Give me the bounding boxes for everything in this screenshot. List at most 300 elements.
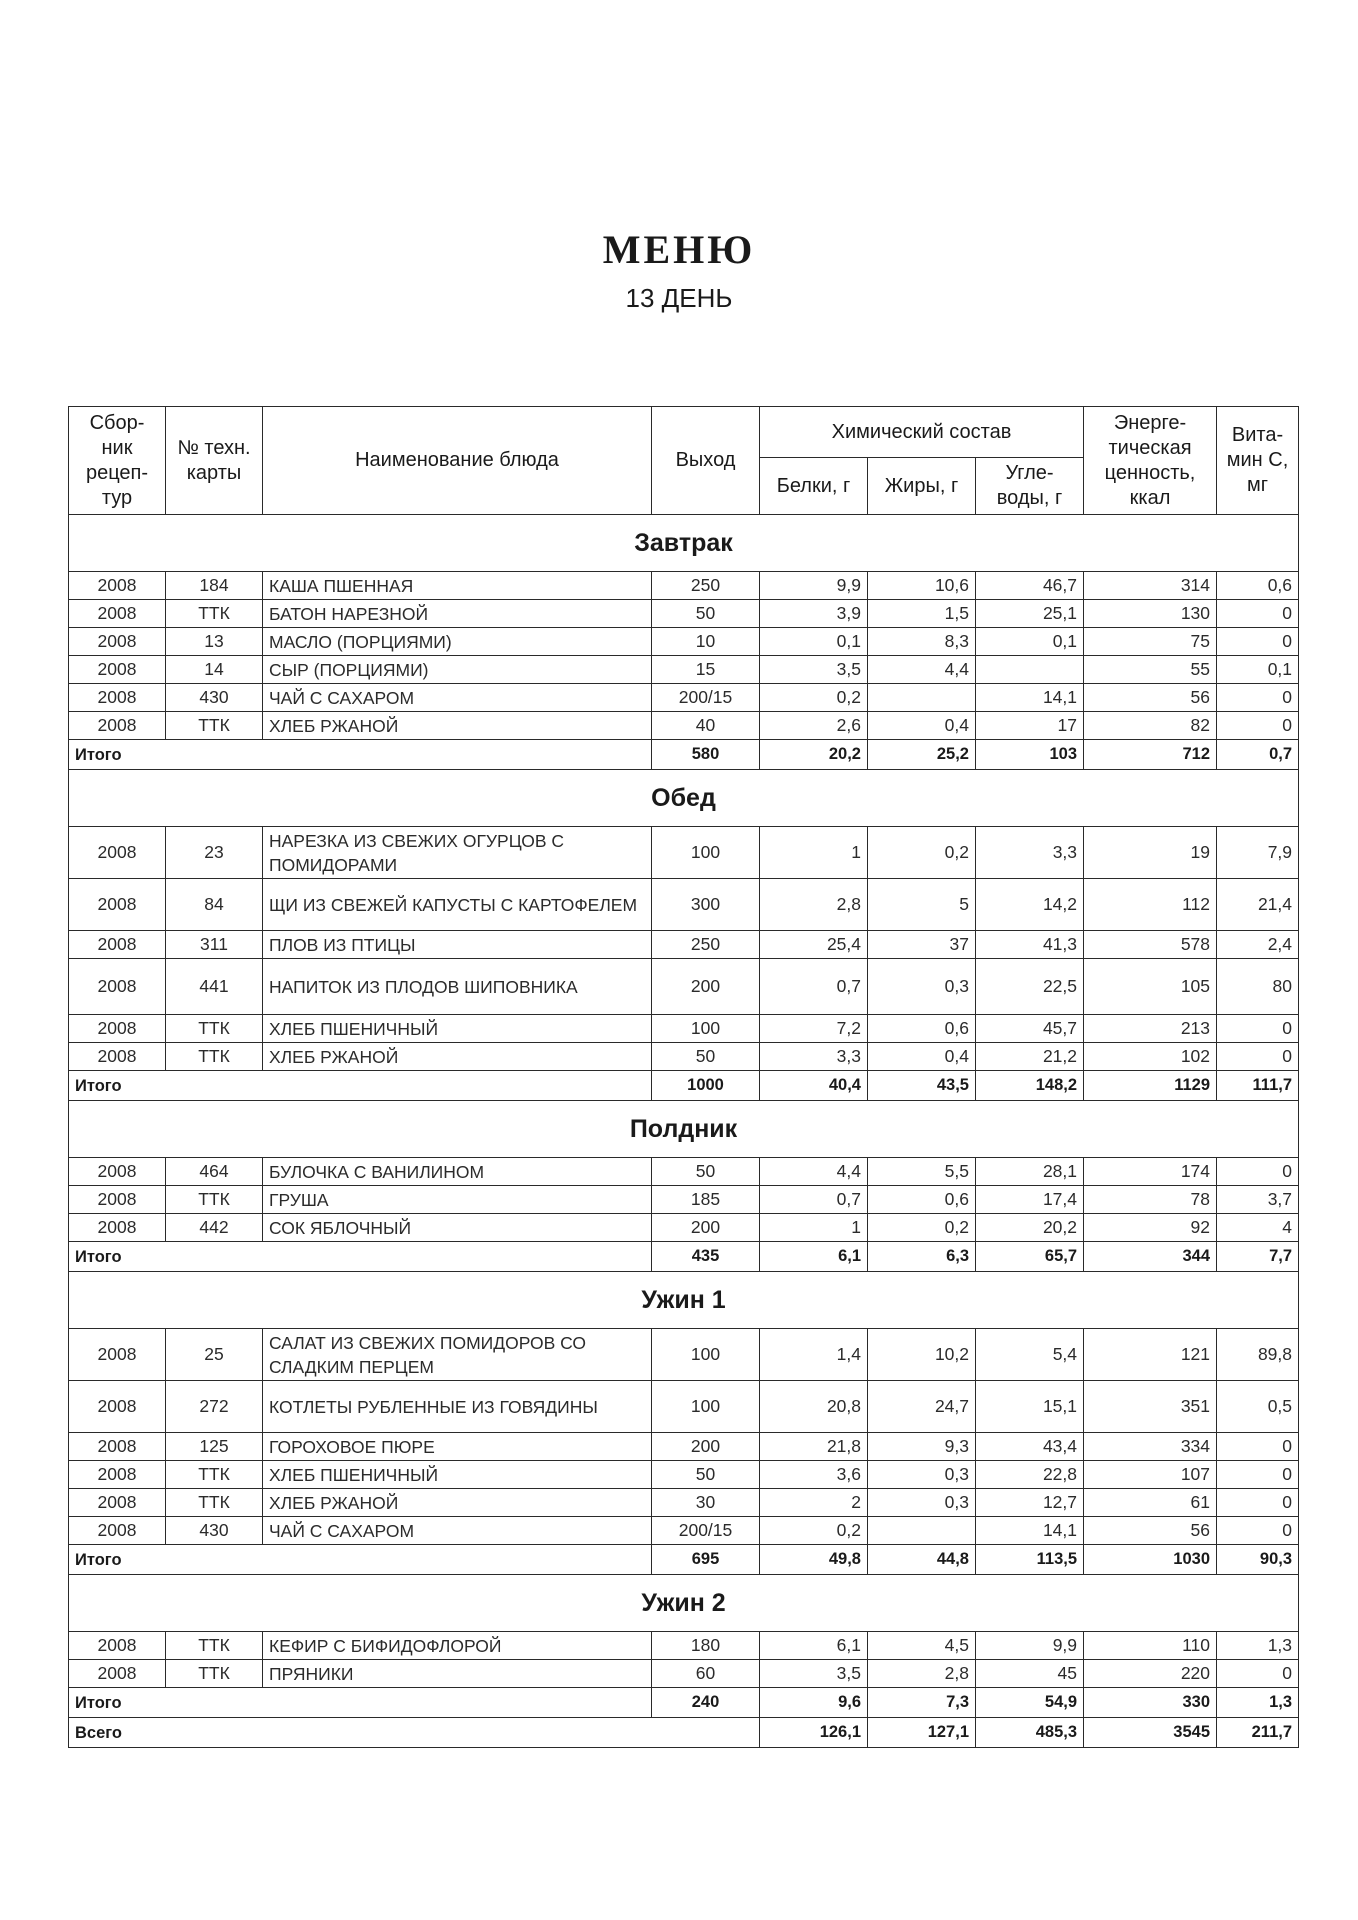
total-row: [69, 1071, 1299, 1101]
total-fat: 44,8: [868, 1545, 976, 1575]
cell-protein: 1,4: [760, 1329, 868, 1381]
cell-protein: 0,2: [760, 684, 868, 712]
total-protein: 9,6: [760, 1688, 868, 1718]
cell-energy: 105: [1084, 959, 1217, 1015]
section-header: [69, 1575, 1299, 1632]
total-protein: 49,8: [760, 1545, 868, 1575]
cell-fat: 4,4: [868, 656, 976, 684]
cell-vitamin-c: 89,8: [1217, 1329, 1299, 1381]
header-fat: Жиры, г: [868, 458, 976, 515]
cell-protein: 25,4: [760, 931, 868, 959]
cell-vitamin-c: 0: [1217, 1461, 1299, 1489]
table-row: [69, 1517, 1299, 1545]
cell-sbornik: 2008: [69, 628, 166, 656]
cell-vitamin-c: 0: [1217, 628, 1299, 656]
cell-protein: 3,5: [760, 656, 868, 684]
header-energy: Энерге- тическая ценность, ккал: [1084, 407, 1217, 515]
cell-output: 50: [652, 1043, 760, 1071]
total-fat: 25,2: [868, 740, 976, 770]
cell-tech-card: 25: [166, 1329, 263, 1381]
cell-carbs: 22,8: [976, 1461, 1084, 1489]
table-row: [69, 1461, 1299, 1489]
section-title: Ужин 1: [69, 1272, 1299, 1329]
cell-carbs: 15,1: [976, 1381, 1084, 1433]
cell-dish-name: САЛАТ ИЗ СВЕЖИХ ПОМИДОРОВ СО СЛАДКИМ ПЕРЦЕМ: [263, 1329, 652, 1381]
cell-tech-card: ТТК: [166, 1461, 263, 1489]
cell-output: 200: [652, 959, 760, 1015]
cell-output: 50: [652, 1461, 760, 1489]
table-row: [69, 1433, 1299, 1461]
total-carbs: 103: [976, 740, 1084, 770]
cell-output: 200/15: [652, 684, 760, 712]
cell-carbs: 14,1: [976, 1517, 1084, 1545]
cell-vitamin-c: 0: [1217, 1015, 1299, 1043]
cell-fat: 8,3: [868, 628, 976, 656]
cell-vitamin-c: 0: [1217, 712, 1299, 740]
table-row: [69, 684, 1299, 712]
page-subtitle: 13 ДЕНЬ: [625, 283, 733, 313]
cell-vitamin-c: 4: [1217, 1214, 1299, 1242]
table-row: [69, 1043, 1299, 1071]
total-carbs: 148,2: [976, 1071, 1084, 1101]
cell-fat: 1,5: [868, 600, 976, 628]
cell-fat: [868, 1517, 976, 1545]
cell-output: 100: [652, 1329, 760, 1381]
cell-sbornik: 2008: [69, 600, 166, 628]
header-protein: Белки, г: [760, 458, 868, 515]
cell-vitamin-c: 0: [1217, 1433, 1299, 1461]
cell-fat: 9,3: [868, 1433, 976, 1461]
table-row: [69, 879, 1299, 931]
cell-protein: 0,1: [760, 628, 868, 656]
section-title: Завтрак: [69, 515, 1299, 572]
total-carbs: 65,7: [976, 1242, 1084, 1272]
cell-fat: 24,7: [868, 1381, 976, 1433]
cell-tech-card: ТТК: [166, 600, 263, 628]
section-header: [69, 1272, 1299, 1329]
cell-protein: 6,1: [760, 1632, 868, 1660]
total-label: Итого: [69, 1071, 652, 1101]
section-header: [69, 1101, 1299, 1158]
cell-tech-card: ТТК: [166, 1489, 263, 1517]
cell-sbornik: 2008: [69, 879, 166, 931]
cell-energy: 174: [1084, 1158, 1217, 1186]
cell-tech-card: 13: [166, 628, 263, 656]
total-output: 435: [652, 1242, 760, 1272]
cell-output: 200: [652, 1433, 760, 1461]
cell-sbornik: 2008: [69, 1433, 166, 1461]
cell-tech-card: 430: [166, 684, 263, 712]
cell-energy: 107: [1084, 1461, 1217, 1489]
table-row: [69, 600, 1299, 628]
header-tech-card: № техн. карты: [166, 407, 263, 515]
total-fat: 43,5: [868, 1071, 976, 1101]
cell-carbs: 0,1: [976, 628, 1084, 656]
cell-fat: 0,3: [868, 1489, 976, 1517]
total-energy: 1129: [1084, 1071, 1217, 1101]
cell-output: 30: [652, 1489, 760, 1517]
cell-sbornik: 2008: [69, 712, 166, 740]
grand-total-label: Всего: [69, 1718, 760, 1748]
cell-carbs: 14,1: [976, 684, 1084, 712]
total-vitamin-c: 111,7: [1217, 1071, 1299, 1101]
cell-fat: 0,3: [868, 1461, 976, 1489]
total-output: 695: [652, 1545, 760, 1575]
total-label: Итого: [69, 1545, 652, 1575]
cell-fat: 37: [868, 931, 976, 959]
cell-dish-name: ПРЯНИКИ: [263, 1660, 652, 1688]
cell-protein: 3,5: [760, 1660, 868, 1688]
table-row: [69, 572, 1299, 600]
table-row: [69, 656, 1299, 684]
cell-energy: 56: [1084, 684, 1217, 712]
total-row: [69, 1545, 1299, 1575]
cell-dish-name: ХЛЕБ ПШЕНИЧНЫЙ: [263, 1461, 652, 1489]
header-dish-name: Наименование блюда: [263, 407, 652, 515]
cell-vitamin-c: 7,9: [1217, 827, 1299, 879]
cell-sbornik: 2008: [69, 1632, 166, 1660]
table-row: [69, 1632, 1299, 1660]
cell-output: 250: [652, 572, 760, 600]
cell-carbs: 5,4: [976, 1329, 1084, 1381]
total-protein: 6,1: [760, 1242, 868, 1272]
header-output: Выход: [652, 407, 760, 515]
cell-tech-card: 442: [166, 1214, 263, 1242]
cell-carbs: 25,1: [976, 600, 1084, 628]
cell-sbornik: 2008: [69, 1381, 166, 1433]
cell-sbornik: 2008: [69, 1043, 166, 1071]
table-row: [69, 1015, 1299, 1043]
cell-vitamin-c: 0: [1217, 684, 1299, 712]
total-vitamin-c: 90,3: [1217, 1545, 1299, 1575]
cell-carbs: 45,7: [976, 1015, 1084, 1043]
cell-carbs: 22,5: [976, 959, 1084, 1015]
total-vitamin-c: 7,7: [1217, 1242, 1299, 1272]
cell-energy: 121: [1084, 1329, 1217, 1381]
cell-vitamin-c: 0: [1217, 600, 1299, 628]
page-title: МЕНЮ: [602, 227, 756, 272]
total-protein: 20,2: [760, 740, 868, 770]
cell-output: 185: [652, 1186, 760, 1214]
cell-tech-card: 311: [166, 931, 263, 959]
total-energy: 330: [1084, 1688, 1217, 1718]
cell-energy: 92: [1084, 1214, 1217, 1242]
cell-carbs: [976, 656, 1084, 684]
cell-tech-card: 14: [166, 656, 263, 684]
total-vitamin-c: 0,7: [1217, 740, 1299, 770]
cell-energy: 82: [1084, 712, 1217, 740]
cell-output: 50: [652, 600, 760, 628]
cell-tech-card: 464: [166, 1158, 263, 1186]
menu-body: [69, 515, 1299, 1748]
cell-sbornik: 2008: [69, 827, 166, 879]
table-row: [69, 712, 1299, 740]
cell-tech-card: 84: [166, 879, 263, 931]
cell-carbs: 20,2: [976, 1214, 1084, 1242]
grand-total-carbs: 485,3: [976, 1718, 1084, 1748]
cell-sbornik: 2008: [69, 1186, 166, 1214]
table-row: [69, 1489, 1299, 1517]
cell-sbornik: 2008: [69, 959, 166, 1015]
total-row: [69, 1688, 1299, 1718]
cell-fat: 2,8: [868, 1660, 976, 1688]
cell-fat: 4,5: [868, 1632, 976, 1660]
table-row: [69, 1329, 1299, 1381]
grand-total-vitamin-c: 211,7: [1217, 1718, 1299, 1748]
cell-dish-name: НАРЕЗКА ИЗ СВЕЖИХ ОГУРЦОВ С ПОМИДОРАМИ: [263, 827, 652, 879]
table-row: [69, 931, 1299, 959]
cell-dish-name: ЧАЙ С САХАРОМ: [263, 1517, 652, 1545]
total-output: 580: [652, 740, 760, 770]
cell-sbornik: 2008: [69, 1461, 166, 1489]
cell-tech-card: ТТК: [166, 1660, 263, 1688]
cell-output: 10: [652, 628, 760, 656]
total-output: 240: [652, 1688, 760, 1718]
cell-tech-card: 23: [166, 827, 263, 879]
cell-protein: 4,4: [760, 1158, 868, 1186]
cell-sbornik: 2008: [69, 1517, 166, 1545]
table-row: [69, 827, 1299, 879]
grand-total-fat: 127,1: [868, 1718, 976, 1748]
cell-energy: 130: [1084, 600, 1217, 628]
cell-dish-name: БАТОН НАРЕЗНОЙ: [263, 600, 652, 628]
cell-protein: 1: [760, 827, 868, 879]
cell-carbs: 45: [976, 1660, 1084, 1688]
cell-dish-name: СОК ЯБЛОЧНЫЙ: [263, 1214, 652, 1242]
cell-fat: 5: [868, 879, 976, 931]
cell-protein: 0,2: [760, 1517, 868, 1545]
cell-dish-name: ПЛОВ ИЗ ПТИЦЫ: [263, 931, 652, 959]
cell-energy: 75: [1084, 628, 1217, 656]
cell-energy: 334: [1084, 1433, 1217, 1461]
cell-output: 180: [652, 1632, 760, 1660]
cell-carbs: 43,4: [976, 1433, 1084, 1461]
cell-output: 100: [652, 1015, 760, 1043]
table-row: [69, 1660, 1299, 1688]
cell-output: 300: [652, 879, 760, 931]
cell-carbs: 3,3: [976, 827, 1084, 879]
section-header: [69, 515, 1299, 572]
cell-vitamin-c: 0: [1217, 1517, 1299, 1545]
cell-dish-name: КАША ПШЕННАЯ: [263, 572, 652, 600]
cell-sbornik: 2008: [69, 1214, 166, 1242]
cell-fat: 0,6: [868, 1186, 976, 1214]
grand-total-energy: 3545: [1084, 1718, 1217, 1748]
cell-output: 60: [652, 1660, 760, 1688]
cell-sbornik: 2008: [69, 656, 166, 684]
total-label: Итого: [69, 1242, 652, 1272]
section-title: Ужин 2: [69, 1575, 1299, 1632]
table-row: [69, 1381, 1299, 1433]
cell-carbs: 14,2: [976, 879, 1084, 931]
cell-protein: 20,8: [760, 1381, 868, 1433]
cell-fat: 0,3: [868, 959, 976, 1015]
header-chemical-composition: Химический состав: [760, 407, 1084, 458]
table-row: [69, 1158, 1299, 1186]
cell-vitamin-c: 0: [1217, 1043, 1299, 1071]
cell-fat: 0,4: [868, 712, 976, 740]
menu-table: [68, 406, 1299, 1748]
cell-fat: 10,2: [868, 1329, 976, 1381]
cell-carbs: 28,1: [976, 1158, 1084, 1186]
cell-dish-name: КЕФИР С БИФИДОФЛОРОЙ: [263, 1632, 652, 1660]
cell-fat: 10,6: [868, 572, 976, 600]
cell-tech-card: ТТК: [166, 1043, 263, 1071]
cell-dish-name: ЩИ ИЗ СВЕЖЕЙ КАПУСТЫ С КАРТОФЕЛЕМ: [263, 879, 652, 931]
cell-tech-card: 184: [166, 572, 263, 600]
cell-output: 50: [652, 1158, 760, 1186]
table-row: [69, 1214, 1299, 1242]
cell-vitamin-c: 3,7: [1217, 1186, 1299, 1214]
cell-carbs: 41,3: [976, 931, 1084, 959]
cell-output: 100: [652, 827, 760, 879]
total-carbs: 113,5: [976, 1545, 1084, 1575]
cell-energy: 351: [1084, 1381, 1217, 1433]
section-title: Полдник: [69, 1101, 1299, 1158]
cell-vitamin-c: 0: [1217, 1158, 1299, 1186]
cell-dish-name: КОТЛЕТЫ РУБЛЕННЫЕ ИЗ ГОВЯДИНЫ: [263, 1381, 652, 1433]
cell-output: 15: [652, 656, 760, 684]
total-energy: 712: [1084, 740, 1217, 770]
cell-dish-name: БУЛОЧКА С ВАНИЛИНОМ: [263, 1158, 652, 1186]
cell-carbs: 17: [976, 712, 1084, 740]
total-energy: 344: [1084, 1242, 1217, 1272]
total-vitamin-c: 1,3: [1217, 1688, 1299, 1718]
total-output: 1000: [652, 1071, 760, 1101]
cell-carbs: 17,4: [976, 1186, 1084, 1214]
cell-vitamin-c: 0: [1217, 1660, 1299, 1688]
cell-output: 100: [652, 1381, 760, 1433]
section-header: [69, 770, 1299, 827]
cell-sbornik: 2008: [69, 1329, 166, 1381]
cell-protein: 21,8: [760, 1433, 868, 1461]
cell-dish-name: ГРУША: [263, 1186, 652, 1214]
cell-dish-name: ХЛЕБ РЖАНОЙ: [263, 1489, 652, 1517]
cell-protein: 3,9: [760, 600, 868, 628]
total-energy: 1030: [1084, 1545, 1217, 1575]
cell-tech-card: ТТК: [166, 1015, 263, 1043]
cell-carbs: 9,9: [976, 1632, 1084, 1660]
cell-fat: 0,2: [868, 1214, 976, 1242]
cell-dish-name: СЫР (ПОРЦИЯМИ): [263, 656, 652, 684]
cell-sbornik: 2008: [69, 684, 166, 712]
cell-fat: [868, 684, 976, 712]
cell-protein: 9,9: [760, 572, 868, 600]
cell-energy: 110: [1084, 1632, 1217, 1660]
header-carbs: Угле- воды, г: [976, 458, 1084, 515]
cell-energy: 78: [1084, 1186, 1217, 1214]
table-row: [69, 959, 1299, 1015]
cell-sbornik: 2008: [69, 1489, 166, 1517]
cell-carbs: 21,2: [976, 1043, 1084, 1071]
total-protein: 40,4: [760, 1071, 868, 1101]
cell-protein: 2,6: [760, 712, 868, 740]
cell-sbornik: 2008: [69, 931, 166, 959]
cell-tech-card: 441: [166, 959, 263, 1015]
cell-output: 200: [652, 1214, 760, 1242]
cell-sbornik: 2008: [69, 572, 166, 600]
cell-protein: 1: [760, 1214, 868, 1242]
cell-energy: 102: [1084, 1043, 1217, 1071]
grand-total-protein: 126,1: [760, 1718, 868, 1748]
cell-protein: 2,8: [760, 879, 868, 931]
total-carbs: 54,9: [976, 1688, 1084, 1718]
cell-energy: 220: [1084, 1660, 1217, 1688]
section-title: Обед: [69, 770, 1299, 827]
cell-sbornik: 2008: [69, 1660, 166, 1688]
cell-vitamin-c: 0: [1217, 1489, 1299, 1517]
cell-vitamin-c: 1,3: [1217, 1632, 1299, 1660]
total-row: [69, 1242, 1299, 1272]
cell-dish-name: ХЛЕБ ПШЕНИЧНЫЙ: [263, 1015, 652, 1043]
cell-output: 40: [652, 712, 760, 740]
header-sbornik: Сбор- ник рецеп- тур: [69, 407, 166, 515]
cell-energy: 61: [1084, 1489, 1217, 1517]
cell-output: 250: [652, 931, 760, 959]
cell-vitamin-c: 0,1: [1217, 656, 1299, 684]
table-row: [69, 1186, 1299, 1214]
cell-carbs: 12,7: [976, 1489, 1084, 1517]
cell-vitamin-c: 2,4: [1217, 931, 1299, 959]
cell-tech-card: ТТК: [166, 1632, 263, 1660]
cell-sbornik: 2008: [69, 1015, 166, 1043]
cell-tech-card: 430: [166, 1517, 263, 1545]
grand-total-row: [69, 1718, 1299, 1748]
cell-tech-card: ТТК: [166, 712, 263, 740]
total-fat: 7,3: [868, 1688, 976, 1718]
cell-energy: 19: [1084, 827, 1217, 879]
cell-sbornik: 2008: [69, 1158, 166, 1186]
cell-energy: 314: [1084, 572, 1217, 600]
cell-dish-name: ГОРОХОВОЕ ПЮРЕ: [263, 1433, 652, 1461]
cell-output: 200/15: [652, 1517, 760, 1545]
cell-dish-name: ХЛЕБ РЖАНОЙ: [263, 712, 652, 740]
cell-tech-card: 272: [166, 1381, 263, 1433]
cell-dish-name: НАПИТОК ИЗ ПЛОДОВ ШИПОВНИКА: [263, 959, 652, 1015]
cell-protein: 0,7: [760, 959, 868, 1015]
cell-energy: 56: [1084, 1517, 1217, 1545]
cell-protein: 7,2: [760, 1015, 868, 1043]
cell-dish-name: ХЛЕБ РЖАНОЙ: [263, 1043, 652, 1071]
total-fat: 6,3: [868, 1242, 976, 1272]
cell-fat: 0,2: [868, 827, 976, 879]
cell-energy: 213: [1084, 1015, 1217, 1043]
table-row: [69, 628, 1299, 656]
cell-tech-card: ТТК: [166, 1186, 263, 1214]
cell-fat: 0,6: [868, 1015, 976, 1043]
cell-vitamin-c: 21,4: [1217, 879, 1299, 931]
cell-fat: 5,5: [868, 1158, 976, 1186]
cell-energy: 112: [1084, 879, 1217, 931]
cell-protein: 2: [760, 1489, 868, 1517]
cell-tech-card: 125: [166, 1433, 263, 1461]
cell-dish-name: МАСЛО (ПОРЦИЯМИ): [263, 628, 652, 656]
cell-energy: 55: [1084, 656, 1217, 684]
total-label: Итого: [69, 740, 652, 770]
cell-protein: 0,7: [760, 1186, 868, 1214]
cell-vitamin-c: 80: [1217, 959, 1299, 1015]
total-row: [69, 740, 1299, 770]
cell-dish-name: ЧАЙ С САХАРОМ: [263, 684, 652, 712]
cell-energy: 578: [1084, 931, 1217, 959]
total-label: Итого: [69, 1688, 652, 1718]
header-vitamin-c: Вита- мин С, мг: [1217, 407, 1299, 515]
cell-fat: 0,4: [868, 1043, 976, 1071]
cell-vitamin-c: 0,6: [1217, 572, 1299, 600]
cell-carbs: 46,7: [976, 572, 1084, 600]
cell-vitamin-c: 0,5: [1217, 1381, 1299, 1433]
cell-protein: 3,6: [760, 1461, 868, 1489]
